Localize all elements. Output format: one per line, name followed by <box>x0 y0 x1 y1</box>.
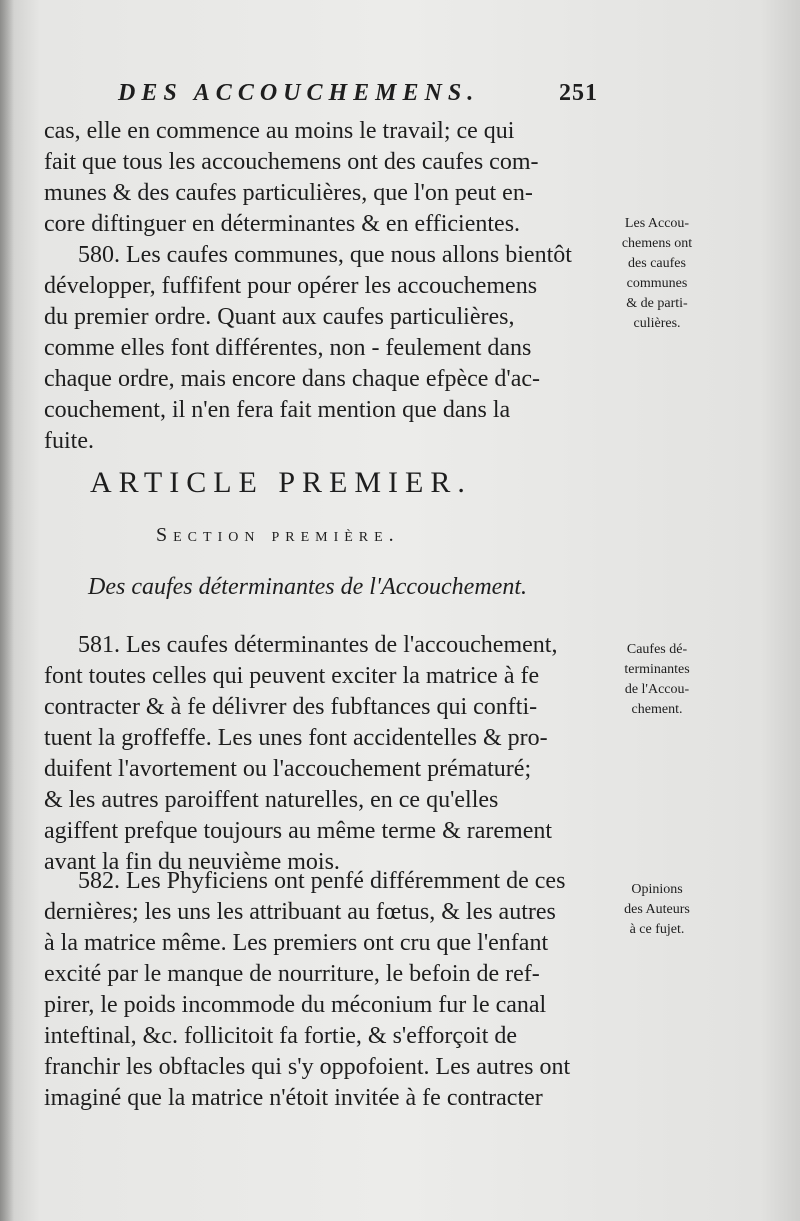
margin-note-line: culières. <box>633 316 681 331</box>
paragraph-continuation <box>44 116 606 240</box>
margin-note-line: de l'Accou- <box>624 682 690 697</box>
text-line: imaginé que la matrice n'étoit invitée à fe contracter <box>44 1085 543 1111</box>
subsection-heading: Des caufes déterminantes de l'Accouchement. <box>88 574 527 600</box>
paragraph-580 <box>44 240 606 457</box>
margin-note-line: des caufes <box>628 256 686 271</box>
margin-note-line: des Auteurs <box>624 902 690 917</box>
text-line: fait que tous les accouchemens ont des caufes com- <box>44 149 539 175</box>
text-line: munes & des caufes particulières, que l'on peut en- <box>44 180 533 206</box>
text-line: & les autres paroiffent naturelles, en ce qu'elles <box>44 787 499 813</box>
text-line: cas, elle en commence au moins le travail; ce qui <box>44 118 515 144</box>
text-line: contracter & à fe délivrer des fubftances qui confti- <box>44 694 538 720</box>
margin-note-opinions <box>602 880 712 940</box>
text-line: 580. Les caufes communes, que nous allons bientôt <box>78 242 572 268</box>
margin-note-line: chemens ont <box>621 236 693 251</box>
gutter-shadow <box>0 0 14 1221</box>
margin-note-line: à ce fujet. <box>629 922 685 937</box>
paragraph-581 <box>44 630 606 878</box>
margin-note-common-causes <box>602 214 712 334</box>
text-line: fuite. <box>44 428 94 454</box>
text-line: avant la fin du neuvième mois. <box>44 849 340 875</box>
margin-note-line: communes <box>626 276 688 291</box>
text-line: dernières; les uns les attribuant au fœtus, & les autres <box>44 899 556 925</box>
margin-note-line: terminantes <box>624 662 690 677</box>
margin-note-line: Les Accou- <box>624 216 690 231</box>
text-line: 582. Les Phyficiens ont penfé différemment de ces <box>78 868 566 894</box>
text-line: développer, fuffifent pour opérer les accouchemens <box>44 273 538 299</box>
text-line: franchir les obftacles qui s'y oppofoient. Les autres ont <box>44 1054 571 1080</box>
page-number: 251 <box>559 80 598 106</box>
text-line: inteftinal, &c. follicitoit fa fortie, & s'efforçoit de <box>44 1023 518 1049</box>
text-line: font toutes celles qui peuvent exciter la matrice à fe <box>44 663 540 689</box>
text-line: excité par le manque de nourriture, le befoin de ref- <box>44 961 540 987</box>
margin-note-determining-causes <box>602 640 712 720</box>
margin-note-line: chement. <box>631 702 683 717</box>
text-line: du premier ordre. Quant aux caufes particulières, <box>44 304 515 330</box>
text-line: à la matrice même. Les premiers ont cru que l'enfant <box>44 930 549 956</box>
margin-note-line: Opinions <box>631 882 683 897</box>
margin-note-line: Caufes dé- <box>626 642 688 657</box>
running-head-title: DES ACCOUCHEMENS. <box>118 80 480 106</box>
section-heading: Section première. <box>156 524 400 546</box>
article-heading: ARTICLE PREMIER. <box>90 466 472 499</box>
text-line: pirer, le poids incommode du méconium fur le canal <box>44 992 547 1018</box>
text-line: core diftinguer en déterminantes & en efficientes. <box>44 211 521 237</box>
margin-note-line: & de parti- <box>626 296 688 311</box>
text-line: comme elles font différentes, non - feulement dans <box>44 335 532 361</box>
text-line: 581. Les caufes déterminantes de l'accouchement, <box>78 632 558 658</box>
text-line: agiffent prefque toujours au même terme & rarement <box>44 818 553 844</box>
text-line: couchement, il n'en fera fait mention que dans la <box>44 397 511 423</box>
text-line: chaque ordre, mais encore dans chaque efpèce d'ac- <box>44 366 541 392</box>
running-head <box>118 80 598 114</box>
text-line: tuent la groffeffe. Les unes font accidentelles & pro- <box>44 725 548 751</box>
paragraph-582 <box>44 866 606 1114</box>
text-line: duifent l'avortement ou l'accouchement prématuré; <box>44 756 532 782</box>
